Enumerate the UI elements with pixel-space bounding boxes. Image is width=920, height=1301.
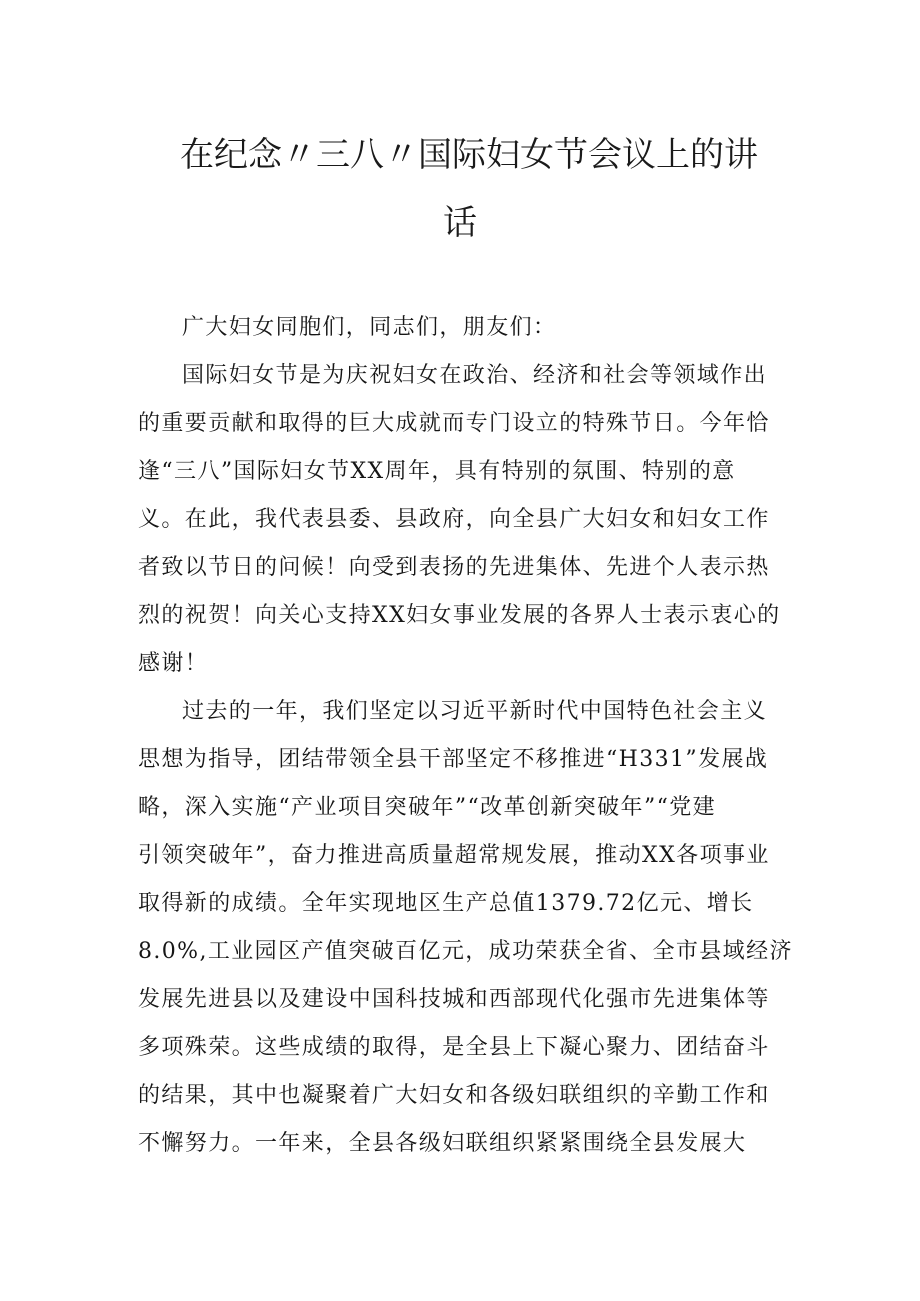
paragraph-1-line-5: 者致以节日的问候！向受到表扬的先进集体、先进个人表示热 [138,555,770,580]
document-title-line-1: 在纪念〃三八〃国际妇女节会议上的讲 [180,135,758,175]
paragraph-2-line-7: 发展先进县以及建设中国科技城和西部现代化强市先进集体等 [138,987,770,1012]
paragraph-2-line-3: 略，深入实施“产业项目突破年”“改革创新突破年”“党建 [138,795,717,820]
paragraph-2-line-10: 不懈努力。一年来，全县各级妇联组织紧紧围绕全县发展大 [138,1131,747,1156]
paragraph-2-line-5: 取得新的成绩。全年实现地区生产总值1379.72亿元、增长 [138,891,754,916]
paragraph-2-line-8: 多项殊荣。这些成绩的取得，是全县上下凝心聚力、团结奋斗 [138,1035,770,1060]
paragraph-2-line-1: 过去的一年，我们坚定以习近平新时代中国特色社会主义 [182,699,768,724]
paragraph-1-line-4: 义。在此，我代表县委、县政府，向全县广大妇女和妇女工作 [138,507,770,532]
document-title-line-2: 话 [443,203,477,243]
paragraph-1-line-6: 烈的祝贺！向关心支持XX妇女事业发展的各界人士表示衷心的 [138,603,781,628]
paragraph-1-line-3: 逢“三八”国际妇女节XX周年，具有特别的氛围、特别的意 [138,459,736,484]
paragraph-1-line-7: 感谢！ [138,651,209,676]
paragraph-2-line-6: 8.0%,工业园区产值突破百亿元，成功荣获全省、全市县域经济 [138,939,793,964]
paragraph-2-line-2: 思想为指导，团结带领全县干部坚定不移推进“H331”发展战 [138,747,769,772]
paragraph-1-line-2: 的重要贡献和取得的巨大成就而专门设立的特殊节日。今年恰 [138,411,770,436]
document-body [138,304,793,1168]
paragraph-1-line-1: 国际妇女节是为庆祝妇女在政治、经济和社会等领域作出 [182,363,768,388]
paragraph-2-line-9: 的结果，其中也凝聚着广大妇女和各级妇联组织的辛勤工作和 [138,1083,770,1108]
salutation-line: 广大妇女同胞们，同志们，朋友们： [182,315,557,340]
paragraph-2-line-4: 引领突破年”，奋力推进高质量超常规发展，推动XX各项事业 [138,843,770,868]
